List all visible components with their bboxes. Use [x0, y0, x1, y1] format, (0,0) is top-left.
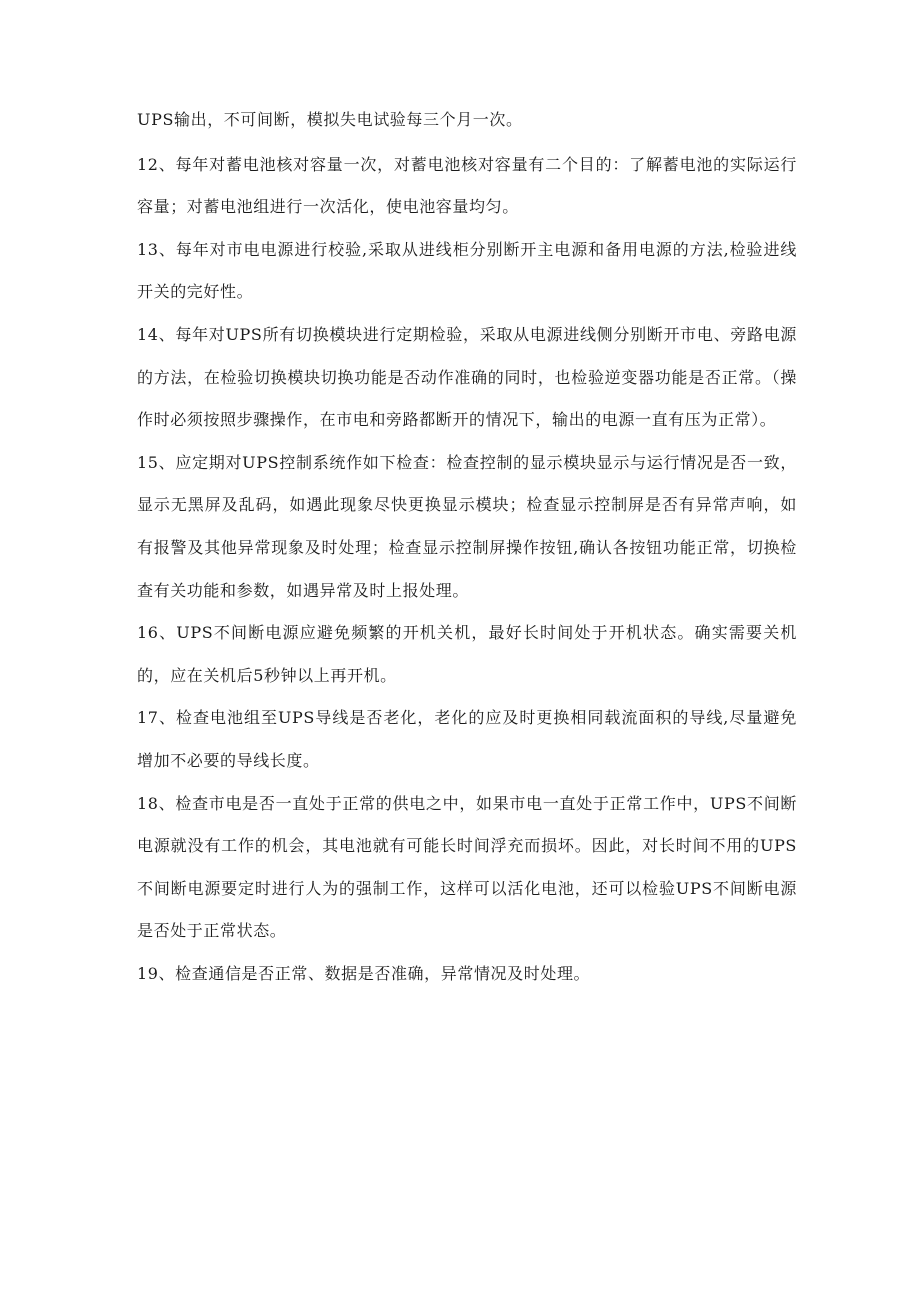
- paragraph-item-19: 19、检查通信是否正常、数据是否准确，异常情况及时处理。: [137, 963, 591, 983]
- paragraph-item-18: 18、检查市电是否一直处于正常的供电之中，如果市电一直处于正常工作中，UPS不间断电源就没有工作的机会，其电池就有可能长时间浮充而损坏。因此，对长时间不用的UPS不间断电源要定时进行人为的强制工作，这样可以活化电池，还可以检验UPS不间断电源是否处于正常状态。: [137, 793, 797, 941]
- paragraph-item-13: 13、每年对市电电源进行校验,采取从进线柜分别断开主电源和备用电源的方法,检验进线开关的完好性。: [137, 239, 797, 302]
- paragraph-item-17: 17、检查电池组至UPS导线是否老化，老化的应及时更换相同载流面积的导线,尽量避免增加不必要的导线长度。: [137, 708, 797, 770]
- document-body: [137, 99, 797, 995]
- paragraph-ups-output: UPS输出，不可间断，模拟失电试验每三个月一次。: [137, 110, 523, 129]
- paragraph-item-16: 16、UPS不间断电源应避免频繁的开机关机，最好长时间处于开机状态。确实需要关机的，应在关机后5秒钟以上再开机。: [137, 623, 797, 685]
- paragraph-item-15: 15、应定期对UPS控制系统作如下检查：检查控制的显示模块显示与运行情况是否一致，显示无黑屏及乱码，如遇此现象尽快更换显示模块；检查显示控制屏是否有异常声响，如有报警及其他异常现象及时处理；检查显示控制屏操作按钮,确认各按钮功能正常，切换检查有关功能和参数，如遇异常及时上报处理。: [137, 452, 797, 600]
- paragraph-item-14: 14、每年对UPS所有切换模块进行定期检验，采取从电源进线侧分别断开市电、旁路电源的方法，在检验切换模块切换功能是否动作准确的同时，也检验逆变器功能是否正常。（操作时必须按照步骤操作，在市电和旁路都断开的情况下，输出的电源一直有压为正常）。: [137, 324, 797, 430]
- paragraph-item-12: 12、每年对蓄电池核对容量一次，对蓄电池核对容量有二个目的：了解蓄电池的实际运行容量；对蓄电池组进行一次活化，使电池容量均匀。: [137, 154, 797, 217]
